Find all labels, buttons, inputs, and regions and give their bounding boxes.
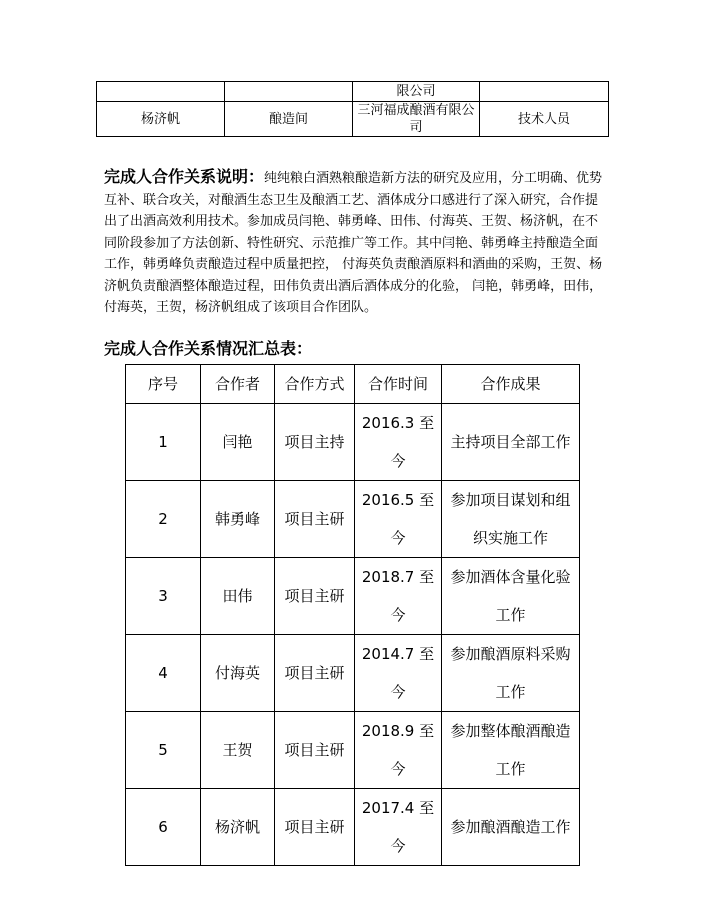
- cell-time: 2016.3 至今: [355, 404, 442, 481]
- cell-time: 2018.7 至今: [355, 558, 442, 635]
- cell-index: 2: [126, 481, 201, 558]
- cooperation-description: [104, 166, 604, 319]
- cell-method: 项目主研: [275, 558, 355, 635]
- table-row: [126, 404, 580, 481]
- table-cell: [225, 82, 353, 102]
- header-method: 合作方式: [275, 365, 355, 404]
- cell-method: 项目主研: [275, 712, 355, 789]
- cell-collaborator: 韩勇峰: [201, 481, 275, 558]
- description-body: 纯纯粮白酒熟粮酿造新方法的研究及应用，分工明确、优势互补、联合攻关，对酿酒生态卫生及酿酒工艺、酒体成分口感进行了深入研究，合作提出了出酒高效利用技术。参加成员闫艳、韩勇峰、田伟、付海英、王贺、杨济帆，在不同阶段参加了方法创新、特性研究、示范推广等工作。其中闫艳、韩勇峰主持酿造全面工作，韩勇峰负责酿造过程中质量把控， 付海英负责酿酒原料和酒曲的采购，王贺、杨济帆负责酿酒整体酿造过程，田伟负责出酒后酒体成分的化验， 闫艳，韩勇峰，田伟，付海英，王贺，杨济帆组成了该项目合作团队。: [104, 171, 603, 315]
- summary-title: 完成人合作关系情况汇总表：: [104, 339, 313, 358]
- table-row: [97, 102, 609, 137]
- cell-time: 2014.7 至今: [355, 635, 442, 712]
- header-index: 序号: [126, 365, 201, 404]
- table-cell: 限公司: [353, 82, 480, 102]
- cell-result: 参加整体酿酒酿造工作: [442, 712, 580, 789]
- cell-method: 项目主研: [275, 481, 355, 558]
- cell-result: 参加酿酒酿造工作: [442, 789, 580, 866]
- table-header-row: [126, 365, 580, 404]
- table-row: [126, 635, 580, 712]
- cell-time: 2017.4 至今: [355, 789, 442, 866]
- table-cell: [97, 82, 225, 102]
- table-cell: 技术人员: [480, 102, 609, 137]
- table-row: [126, 558, 580, 635]
- cell-result: 参加项目谋划和组织实施工作: [442, 481, 580, 558]
- cell-collaborator: 田伟: [201, 558, 275, 635]
- cell-index: 5: [126, 712, 201, 789]
- cell-index: 1: [126, 404, 201, 481]
- cell-collaborator: 王贺: [201, 712, 275, 789]
- cell-result: 主持项目全部工作: [442, 404, 580, 481]
- cell-index: 3: [126, 558, 201, 635]
- cell-collaborator: 杨济帆: [201, 789, 275, 866]
- cell-time: 2018.9 至今: [355, 712, 442, 789]
- header-time: 合作时间: [355, 365, 442, 404]
- cell-collaborator: 付海英: [201, 635, 275, 712]
- table-cell: 杨济帆: [97, 102, 225, 137]
- cell-index: 4: [126, 635, 201, 712]
- cell-result: 参加酒体含量化验工作: [442, 558, 580, 635]
- summary-table: [125, 364, 580, 866]
- cell-method: 项目主研: [275, 635, 355, 712]
- cell-method: 项目主持: [275, 404, 355, 481]
- cell-index: 6: [126, 789, 201, 866]
- table-row: [126, 481, 580, 558]
- cell-time: 2016.5 至今: [355, 481, 442, 558]
- header-collaborator: 合作者: [201, 365, 275, 404]
- table-row: [126, 712, 580, 789]
- header-result: 合作成果: [442, 365, 580, 404]
- top-table: [96, 81, 609, 137]
- table-cell: 酿造间: [225, 102, 353, 137]
- description-heading: 完成人合作关系说明：: [104, 167, 265, 186]
- table-cell: 三河福成酿酒有限公司: [353, 102, 480, 137]
- table-cell: [480, 82, 609, 102]
- cell-result: 参加酿酒原料采购工作: [442, 635, 580, 712]
- table-row: [97, 82, 609, 102]
- cell-collaborator: 闫艳: [201, 404, 275, 481]
- cell-method: 项目主研: [275, 789, 355, 866]
- table-row: [126, 789, 580, 866]
